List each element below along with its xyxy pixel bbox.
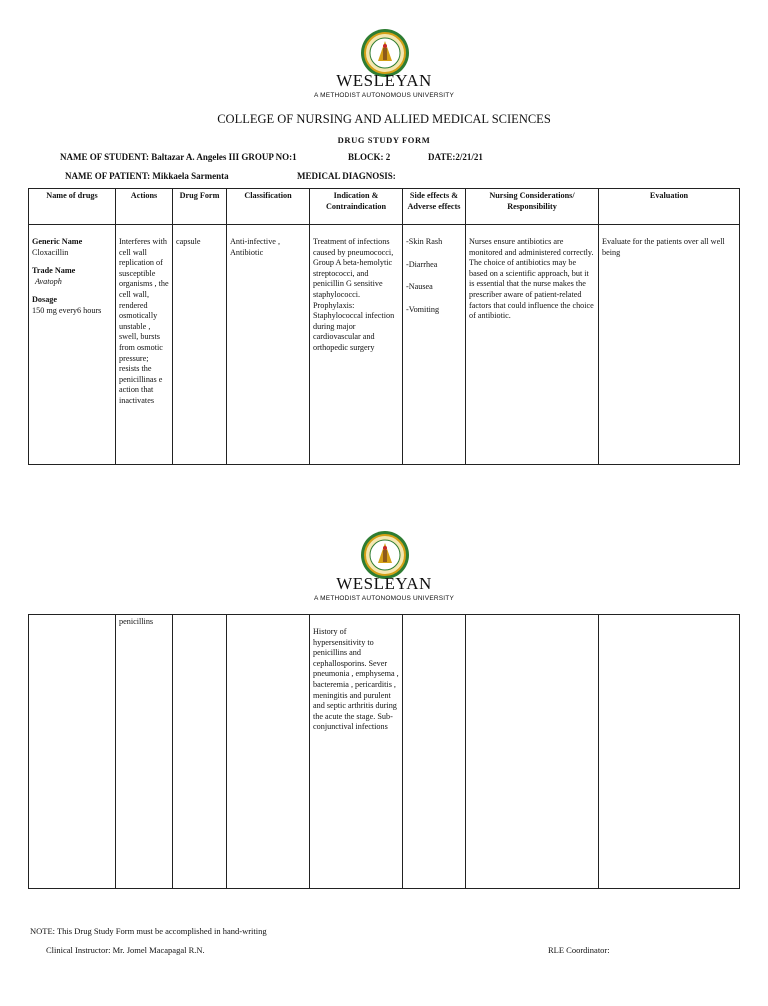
evaluation-cell: Evaluate for the patients over all well being bbox=[599, 225, 740, 465]
drug-name-cell bbox=[29, 615, 116, 889]
patient-value: Mikkaela Sarmenta bbox=[152, 171, 229, 181]
side-effect-item: -Skin Rash bbox=[406, 237, 443, 246]
evaluation-cell bbox=[599, 615, 740, 889]
header-name-of-drugs: Name of drugs bbox=[29, 189, 116, 225]
nursing-cell: Nurses ensure antibiotics are monitored and administered correctly. The choice of antibiotics may be based on a scientific approach, but it is essential that the nurse makes the prescriber aware of patient-related factors that could influence the choice of antibiotic. bbox=[466, 225, 599, 465]
header-evaluation: Evaluation bbox=[599, 189, 740, 225]
college-name: COLLEGE OF NURSING AND ALLIED MEDICAL SCIENCES bbox=[217, 112, 551, 126]
header-side-effects: Side effects & Adverse effects bbox=[403, 189, 466, 225]
actions-cell: penicillins bbox=[116, 615, 173, 889]
brand-name: WESLEYAN bbox=[336, 71, 432, 90]
drug-form-cell bbox=[173, 615, 227, 889]
form-note: NOTE: This Drug Study Form must be accomplished in hand-writing bbox=[30, 926, 267, 936]
block-info bbox=[348, 152, 390, 162]
dosage-value: 150 mg every6 hours bbox=[32, 305, 102, 315]
rle-coordinator: RLE Coordinator: bbox=[548, 945, 610, 955]
indication-cell: Treatment of infections caused by pneumococci, Group A beta-hemolytic streptococci, and penicillin G sensitive staphylococci. Prophylaxis: Staphylococcal infection during major cardiovascular and orthopedic surgery bbox=[310, 225, 403, 465]
nursing-cell bbox=[466, 615, 599, 889]
header-classification: Classification bbox=[227, 189, 310, 225]
header-indication: Indication & Contraindication bbox=[310, 189, 403, 225]
table-header-row bbox=[29, 189, 740, 225]
clinical-instructor: Clinical Instructor: Mr. Jomel Macapagal R.N. bbox=[46, 945, 205, 955]
brand-name: WESLEYAN bbox=[336, 574, 432, 593]
drug-study-table bbox=[28, 188, 740, 465]
brand-tagline: A METHODIST AUTONOMOUS UNIVERSITY bbox=[314, 92, 454, 99]
diagnosis-label: MEDICAL DIAGNOSIS: bbox=[297, 171, 396, 181]
dosage-label: Dosage bbox=[32, 295, 58, 305]
header-actions: Actions bbox=[116, 189, 173, 225]
patient-info bbox=[65, 171, 229, 181]
block-label: BLOCK: bbox=[348, 152, 384, 162]
trade-name-value: Avatoph bbox=[35, 276, 62, 286]
drug-form-cell: capsule bbox=[173, 225, 227, 465]
drug-study-table-continued bbox=[28, 614, 740, 889]
side-effects-cell bbox=[403, 225, 466, 465]
date-info bbox=[428, 152, 483, 162]
actions-cell: Interferes with cell wall replication of susceptible organisms , the cell wall, rendered osmotically unstable , swell, bursts from osmotic pressure; resists the penicillinas e action that inactivates bbox=[116, 225, 173, 465]
student-info bbox=[60, 152, 297, 162]
generic-name-label: Generic Name bbox=[32, 237, 83, 246]
side-effect-item: -Vomiting bbox=[406, 304, 440, 314]
patient-label: NAME OF PATIENT: bbox=[65, 171, 151, 181]
block-value: 2 bbox=[385, 152, 391, 162]
side-effects-cell bbox=[403, 615, 466, 889]
header-nursing: Nursing Considerations/ Responsibility bbox=[466, 189, 599, 225]
indication-cell: History of hypersensitivity to penicillins and cephallosporins. Sever pneumonia , emphysema , bacteremia , pericarditis , meningitis and purulent and septic arthritis during the acute the stage. Sub-conjunctival infections bbox=[310, 615, 403, 889]
wesleyan-seal-icon bbox=[360, 530, 410, 580]
classification-cell: Anti-infective , Antibiotic bbox=[227, 225, 310, 465]
generic-name-value: Cloxacillin bbox=[32, 247, 69, 257]
side-effect-item: -Diarrhea bbox=[406, 259, 438, 269]
form-title: DRUG STUDY FORM bbox=[337, 135, 431, 145]
table-row bbox=[29, 615, 740, 889]
brand-tagline: A METHODIST AUTONOMOUS UNIVERSITY bbox=[314, 595, 454, 602]
classification-cell bbox=[227, 615, 310, 889]
date-value: 2/21/21 bbox=[455, 152, 483, 162]
drug-name-cell bbox=[29, 225, 116, 465]
date-label: DATE: bbox=[428, 152, 456, 162]
student-label: NAME OF STUDENT: bbox=[60, 152, 150, 162]
header-drug-form: Drug Form bbox=[173, 189, 227, 225]
table-row bbox=[29, 225, 740, 465]
student-value: Baltazar A. Angeles III GROUP NO:1 bbox=[151, 152, 297, 162]
side-effect-item: -Nausea bbox=[406, 282, 433, 292]
trade-name-label: Trade Name bbox=[32, 266, 76, 276]
